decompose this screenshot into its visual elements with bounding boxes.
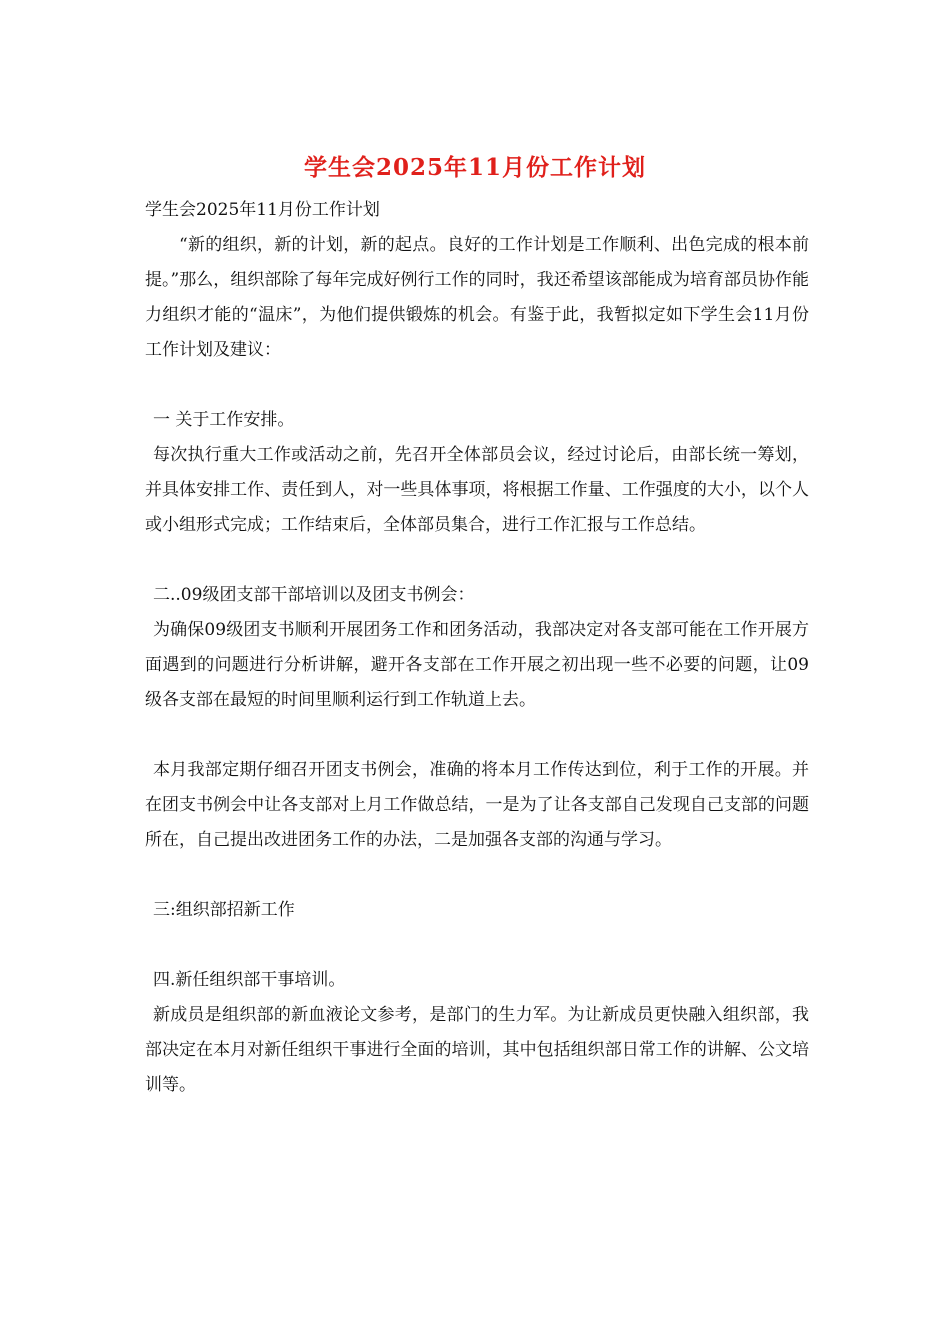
- section-2-heading: 二..09级团支部干部培训以及团支书例会：: [153, 585, 475, 605]
- document-title: 学生会2025年11月份工作计划: [303, 154, 647, 181]
- section-3-heading: 三:组织部招新工作: [153, 900, 295, 920]
- paragraph-gap: [145, 368, 809, 403]
- document-subtitle: 学生会2025年11月份工作计划: [145, 200, 380, 220]
- paragraph-gap: [145, 543, 809, 578]
- section-1-heading: 一 关于工作安排。: [153, 410, 295, 430]
- paragraph-gap: [145, 718, 809, 753]
- paragraph-gap: [145, 928, 809, 963]
- section-4-body: 新成员是组织部的新血液论文参考，是部门的生力军。为让新成员更快融入组织部，我部决定在本月对新任组织干事进行全面的培训，其中包括组织部日常工作的讲解、公文培训等。: [145, 1005, 809, 1095]
- section-2-body-2: 本月我部定期仔细召开团支书例会，准确的将本月工作传达到位，利于工作的开展。并在团支书例会中让各支部对上月工作做总结，一是为了让各支部自己发现自己支部的问题所在，自己提出改进团务工作的办法，二是加强各支部的沟通与学习。: [145, 760, 809, 850]
- section-4-heading: 四.新任组织部干事培训。: [153, 970, 346, 990]
- paragraph-gap: [145, 858, 809, 893]
- section-2-body-1: 为确保09级团支书顺利开展团务工作和团务活动，我部决定对各支部可能在工作开展方面遇到的问题进行分析讲解，避开各支部在工作开展之初出现一些不必要的问题，让09级各支部在最短的时间里顺利运行到工作轨道上去。: [145, 620, 809, 710]
- section-1-body: 每次执行重大工作或活动之前，先召开全体部员会议，经过讨论后，由部长统一筹划，并具体安排工作、责任到人，对一些具体事项，将根据工作量、工作强度的大小，以个人或小组形式完成；工作结束后，全体部员集合，进行工作汇报与工作总结。: [145, 445, 809, 535]
- document-body: [145, 196, 809, 1103]
- intro-paragraph: “新的组织，新的计划，新的起点。良好的工作计划是工作顺利、出色完成的根本前提。”那么，组织部除了每年完成好例行工作的同时，我还希望该部能成为培育部员协作能力组织才能的“温床”，为他们提供锻炼的机会。有鉴于此，我暂拟定如下学生会11月份工作计划及建议：: [145, 235, 809, 360]
